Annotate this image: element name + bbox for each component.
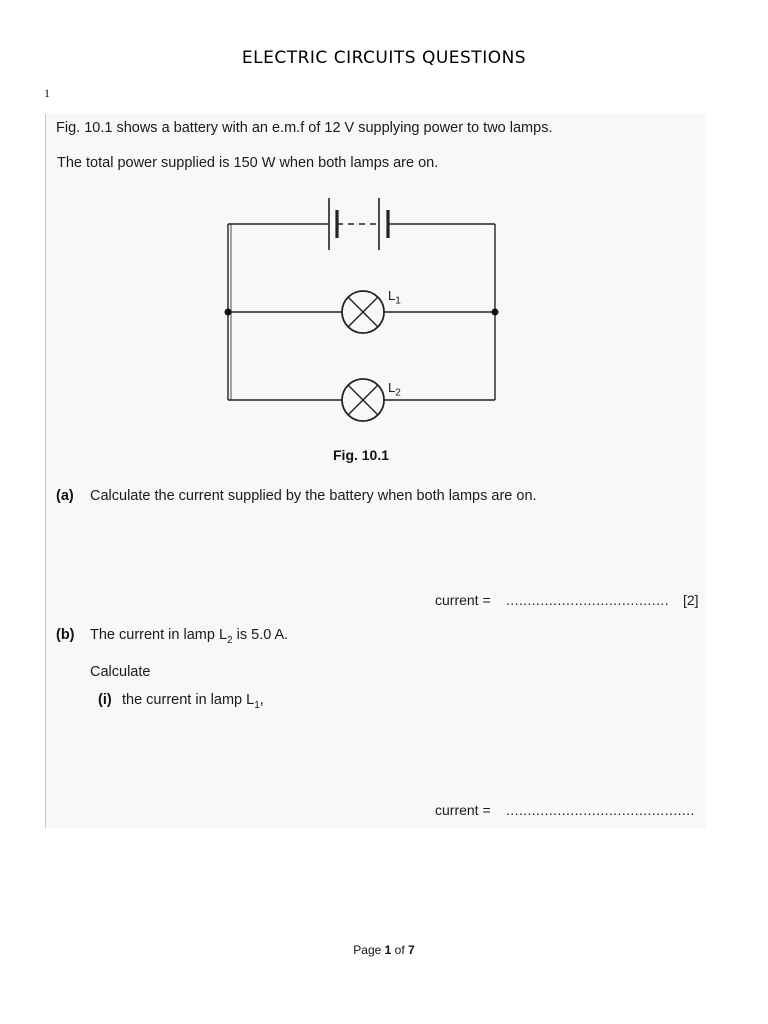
battery-symbol bbox=[329, 198, 388, 250]
circuit-diagram bbox=[216, 194, 516, 434]
part-a-text: Calculate the current supplied by the battery when both lamps are on. bbox=[90, 488, 537, 504]
figure-caption: Fig. 10.1 bbox=[333, 447, 390, 463]
lamp-l1-label: $L_1$ bbox=[388, 288, 401, 307]
part-a-answer-line: ...................................... bbox=[506, 592, 670, 608]
part-b-i-text: the current in lamp $L_1$, bbox=[122, 692, 264, 711]
part-b-calculate: Calculate bbox=[90, 664, 151, 680]
junction-right bbox=[492, 309, 499, 316]
lamp-l1-symbol bbox=[342, 291, 384, 333]
part-b-i-answer-line: ............................................ bbox=[506, 802, 695, 818]
lamp-l2-symbol bbox=[342, 379, 384, 421]
part-b-i-letter: (i) bbox=[98, 692, 112, 708]
page-title: ELECTRIC CIRCUITS QUESTIONS bbox=[241, 48, 527, 68]
question-intro: Fig. 10.1 shows a battery with an e.m.f of 12 V supplying power to two lamps. bbox=[56, 120, 553, 136]
part-a-marks: [2] bbox=[683, 592, 699, 608]
lamp-l2-label: $L_2$ bbox=[388, 380, 401, 399]
part-b-text: The current in lamp $L_2$ is 5.0 A. bbox=[90, 627, 289, 646]
junction-left bbox=[225, 309, 232, 316]
part-b-i-answer-label: current = bbox=[435, 802, 491, 818]
part-b-letter: (b) bbox=[56, 627, 75, 643]
total-power-statement: The total power supplied is 150 W when both lamps are on. bbox=[57, 155, 439, 171]
part-a-answer-label: current = bbox=[435, 592, 491, 608]
part-a-letter: (a) bbox=[56, 488, 74, 504]
question-scan bbox=[45, 114, 706, 828]
page-footer: Page 1 of 7 bbox=[353, 943, 415, 957]
question-number: 1 bbox=[44, 86, 50, 100]
